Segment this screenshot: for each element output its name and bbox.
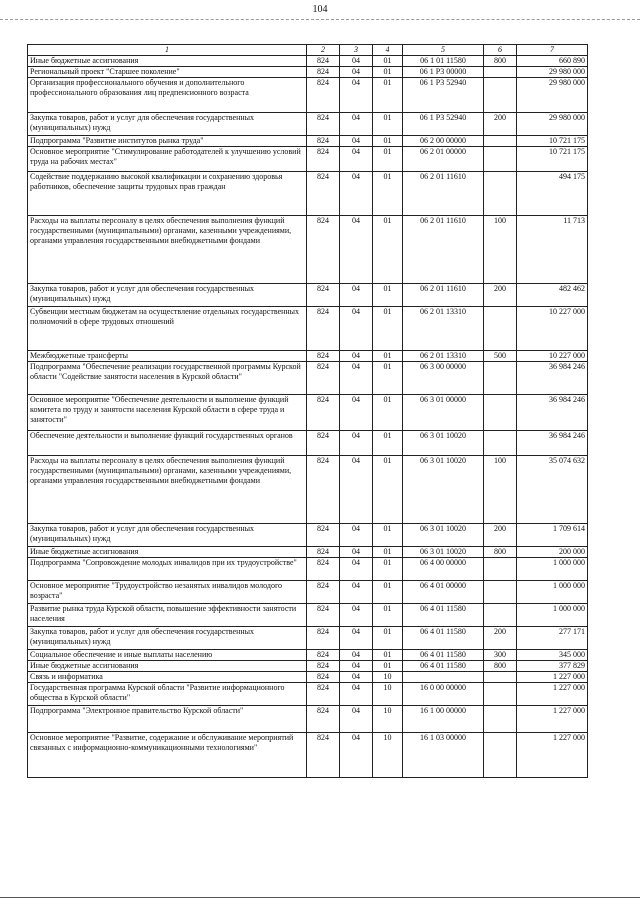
row-code-cell-4: 01 <box>373 56 403 67</box>
row-name-cell: Закупка товаров, работ и услуг для обеспечения государственных (муниципальных) нужд <box>28 627 307 650</box>
table-row <box>28 351 588 362</box>
table-row <box>28 147 588 172</box>
row-code-cell-7: 1 227 000 <box>517 733 588 778</box>
row-code-cell-2: 824 <box>307 547 340 558</box>
row-name-cell: Социальное обеспечение и иные выплаты населению <box>28 650 307 661</box>
row-code-cell-6 <box>484 683 517 706</box>
row-code-cell-3: 04 <box>340 733 373 778</box>
row-code-cell-4: 01 <box>373 307 403 351</box>
row-code-cell-5: 16 0 00 00000 <box>403 683 484 706</box>
row-code-cell-5: 06 3 01 10020 <box>403 524 484 547</box>
row-name-cell: Закупка товаров, работ и услуг для обеспечения государственных (муниципальных) нужд <box>28 284 307 307</box>
row-name-cell: Расходы на выплаты персоналу в целях обеспечения выполнения функций государственными (муниципальными) органами, казенными учреждениями, органами управления государственными внебюджетными фондами <box>28 456 307 524</box>
row-code-cell-7: 660 890 <box>517 56 588 67</box>
row-code-cell-6 <box>484 307 517 351</box>
row-code-cell-7: 377 829 <box>517 661 588 672</box>
row-code-cell-3: 04 <box>340 395 373 431</box>
header-row <box>28 45 588 56</box>
row-code-cell-7: 1 000 000 <box>517 558 588 581</box>
row-code-cell-2: 824 <box>307 661 340 672</box>
row-code-cell-3: 04 <box>340 216 373 284</box>
row-code-cell-4: 01 <box>373 456 403 524</box>
row-code-cell-6 <box>484 604 517 627</box>
table-row <box>28 547 588 558</box>
row-code-cell-3: 04 <box>340 524 373 547</box>
row-code-cell-6: 300 <box>484 650 517 661</box>
row-code-cell-7: 1 000 000 <box>517 581 588 604</box>
row-code-cell-7: 29 980 000 <box>517 67 588 78</box>
row-code-cell-5: 06 4 01 11580 <box>403 604 484 627</box>
row-name-cell: Государственная программа Курской области "Развитие информационного общества в Курской области" <box>28 683 307 706</box>
row-code-cell-5: 16 1 00 00000 <box>403 706 484 733</box>
row-code-cell-5: 06 1 P3 00000 <box>403 67 484 78</box>
row-code-cell-2: 824 <box>307 362 340 395</box>
row-code-cell-2: 824 <box>307 683 340 706</box>
row-code-cell-6: 100 <box>484 456 517 524</box>
header-cell-4: 4 <box>373 45 403 56</box>
row-name-cell: Основное мероприятие "Стимулирование работодателей к улучшению условий труда на рабочих местах" <box>28 147 307 172</box>
row-code-cell-5: 06 3 01 10020 <box>403 456 484 524</box>
row-code-cell-7: 10 227 000 <box>517 307 588 351</box>
row-code-cell-6 <box>484 172 517 216</box>
row-code-cell-4: 01 <box>373 362 403 395</box>
row-code-cell-3: 04 <box>340 604 373 627</box>
table-row <box>28 581 588 604</box>
row-code-cell-4: 01 <box>373 547 403 558</box>
row-code-cell-4: 01 <box>373 558 403 581</box>
table-row <box>28 78 588 113</box>
row-code-cell-3: 04 <box>340 672 373 683</box>
row-code-cell-4: 01 <box>373 431 403 456</box>
row-code-cell-3: 04 <box>340 172 373 216</box>
row-name-cell: Основное мероприятие "Трудоустройство незанятых инвалидов молодого возраста" <box>28 581 307 604</box>
row-code-cell-5: 06 3 01 00000 <box>403 395 484 431</box>
row-code-cell-4: 01 <box>373 136 403 147</box>
row-code-cell-7: 1 227 000 <box>517 706 588 733</box>
row-code-cell-6 <box>484 733 517 778</box>
table-row <box>28 431 588 456</box>
row-code-cell-7: 29 980 000 <box>517 78 588 113</box>
bottom-edge-rule <box>0 897 640 898</box>
row-code-cell-3: 04 <box>340 650 373 661</box>
row-code-cell-2: 824 <box>307 172 340 216</box>
row-code-cell-6 <box>484 581 517 604</box>
row-code-cell-3: 04 <box>340 67 373 78</box>
header-cell-7: 7 <box>517 45 588 56</box>
row-code-cell-7: 11 713 <box>517 216 588 284</box>
row-code-cell-4: 01 <box>373 216 403 284</box>
header-cell-6: 6 <box>484 45 517 56</box>
row-code-cell-3: 04 <box>340 56 373 67</box>
row-code-cell-3: 04 <box>340 113 373 136</box>
table-row <box>28 56 588 67</box>
row-code-cell-4: 10 <box>373 706 403 733</box>
table-row <box>28 733 588 778</box>
row-code-cell-5: 06 4 00 00000 <box>403 558 484 581</box>
row-code-cell-3: 04 <box>340 307 373 351</box>
row-code-cell-5: 16 1 03 00000 <box>403 733 484 778</box>
row-code-cell-6 <box>484 136 517 147</box>
row-code-cell-2: 824 <box>307 78 340 113</box>
row-code-cell-7: 35 074 632 <box>517 456 588 524</box>
table-row <box>28 67 588 78</box>
row-code-cell-3: 04 <box>340 362 373 395</box>
row-code-cell-3: 04 <box>340 581 373 604</box>
row-code-cell-3: 04 <box>340 456 373 524</box>
row-code-cell-7: 10 721 175 <box>517 147 588 172</box>
row-code-cell-2: 824 <box>307 581 340 604</box>
row-code-cell-2: 824 <box>307 147 340 172</box>
row-code-cell-6: 800 <box>484 56 517 67</box>
row-code-cell-7: 1 227 000 <box>517 672 588 683</box>
row-code-cell-5: 06 2 01 11610 <box>403 284 484 307</box>
table-row <box>28 136 588 147</box>
row-code-cell-5: 06 2 01 11610 <box>403 216 484 284</box>
row-code-cell-7: 10 227 000 <box>517 351 588 362</box>
row-name-cell: Подпрограмма "Развитие институтов рынка труда" <box>28 136 307 147</box>
row-code-cell-7: 1 709 614 <box>517 524 588 547</box>
table-body <box>28 56 588 778</box>
row-code-cell-6 <box>484 558 517 581</box>
row-code-cell-3: 04 <box>340 558 373 581</box>
table-row <box>28 395 588 431</box>
table-row <box>28 172 588 216</box>
table-row <box>28 216 588 284</box>
row-code-cell-6 <box>484 672 517 683</box>
row-name-cell: Подпрограмма "Сопровождение молодых инвалидов при их трудоустройстве" <box>28 558 307 581</box>
table-row <box>28 650 588 661</box>
table-row <box>28 456 588 524</box>
row-code-cell-4: 10 <box>373 733 403 778</box>
row-code-cell-4: 01 <box>373 172 403 216</box>
row-code-cell-6 <box>484 147 517 172</box>
row-code-cell-6 <box>484 706 517 733</box>
row-code-cell-6 <box>484 395 517 431</box>
row-name-cell: Закупка товаров, работ и услуг для обеспечения государственных (муниципальных) нужд <box>28 113 307 136</box>
row-code-cell-2: 824 <box>307 604 340 627</box>
row-code-cell-2: 824 <box>307 216 340 284</box>
row-code-cell-2: 824 <box>307 558 340 581</box>
table-row <box>28 706 588 733</box>
row-code-cell-6 <box>484 67 517 78</box>
row-code-cell-6: 100 <box>484 216 517 284</box>
table-row <box>28 307 588 351</box>
row-code-cell-5: 06 1 01 11580 <box>403 56 484 67</box>
row-code-cell-6: 200 <box>484 524 517 547</box>
row-code-cell-7: 36 984 246 <box>517 362 588 395</box>
row-code-cell-6 <box>484 362 517 395</box>
table-row <box>28 558 588 581</box>
row-code-cell-3: 04 <box>340 683 373 706</box>
row-code-cell-3: 04 <box>340 351 373 362</box>
row-code-cell-5: 06 2 01 13310 <box>403 351 484 362</box>
row-name-cell: Субвенции местным бюджетам на осуществление отдельных государственных полномочий в сфере трудовых отношений <box>28 307 307 351</box>
row-code-cell-5: 06 2 00 00000 <box>403 136 484 147</box>
row-name-cell: Подпрограмма "Электронное правительство Курской области" <box>28 706 307 733</box>
table-row <box>28 284 588 307</box>
row-name-cell: Иные бюджетные ассигнования <box>28 661 307 672</box>
row-code-cell-4: 10 <box>373 672 403 683</box>
row-code-cell-7: 10 721 175 <box>517 136 588 147</box>
table-row <box>28 113 588 136</box>
row-name-cell: Подпрограмма "Обеспечение реализации государственной программы Курской области "Содействие занятости населения в Курской области" <box>28 362 307 395</box>
row-code-cell-3: 04 <box>340 284 373 307</box>
row-name-cell: Иные бюджетные ассигнования <box>28 547 307 558</box>
row-code-cell-6 <box>484 431 517 456</box>
row-code-cell-4: 01 <box>373 524 403 547</box>
row-code-cell-7: 29 980 000 <box>517 113 588 136</box>
row-code-cell-3: 04 <box>340 627 373 650</box>
row-code-cell-4: 01 <box>373 113 403 136</box>
row-code-cell-2: 824 <box>307 56 340 67</box>
page-number: 104 <box>312 4 328 15</box>
row-code-cell-2: 824 <box>307 672 340 683</box>
row-name-cell: Иные бюджетные ассигнования <box>28 56 307 67</box>
row-code-cell-7: 1 000 000 <box>517 604 588 627</box>
row-code-cell-5: 06 2 01 00000 <box>403 147 484 172</box>
row-code-cell-2: 824 <box>307 524 340 547</box>
row-name-cell: Связь и информатика <box>28 672 307 683</box>
row-name-cell: Основное мероприятие "Развитие, содержание и обслуживание мероприятий связанных с информационно-коммуникационными технологиями" <box>28 733 307 778</box>
row-code-cell-6: 200 <box>484 284 517 307</box>
row-code-cell-2: 824 <box>307 113 340 136</box>
row-code-cell-4: 01 <box>373 67 403 78</box>
row-code-cell-2: 824 <box>307 67 340 78</box>
row-code-cell-3: 04 <box>340 147 373 172</box>
row-code-cell-6: 200 <box>484 113 517 136</box>
row-code-cell-2: 824 <box>307 650 340 661</box>
row-code-cell-5: 06 1 P3 52940 <box>403 78 484 113</box>
header-cell-2: 2 <box>307 45 340 56</box>
header-cell-5: 5 <box>403 45 484 56</box>
row-code-cell-3: 04 <box>340 661 373 672</box>
row-name-cell: Региональный проект "Старшее поколение" <box>28 67 307 78</box>
row-code-cell-2: 824 <box>307 706 340 733</box>
row-code-cell-4: 01 <box>373 650 403 661</box>
table-row <box>28 604 588 627</box>
row-code-cell-2: 824 <box>307 284 340 307</box>
row-code-cell-7: 494 175 <box>517 172 588 216</box>
row-code-cell-6: 500 <box>484 351 517 362</box>
table-row <box>28 627 588 650</box>
row-code-cell-5 <box>403 672 484 683</box>
row-code-cell-7: 36 984 246 <box>517 431 588 456</box>
row-code-cell-4: 01 <box>373 627 403 650</box>
row-code-cell-5: 06 4 01 11580 <box>403 627 484 650</box>
table-row <box>28 683 588 706</box>
row-code-cell-6: 800 <box>484 547 517 558</box>
row-code-cell-4: 01 <box>373 604 403 627</box>
row-code-cell-2: 824 <box>307 351 340 362</box>
row-name-cell: Развитие рынка труда Курской области, повышение эффективности занятости населения <box>28 604 307 627</box>
row-code-cell-7: 482 462 <box>517 284 588 307</box>
row-name-cell: Межбюджетные трансферты <box>28 351 307 362</box>
row-code-cell-3: 04 <box>340 547 373 558</box>
row-code-cell-5: 06 4 01 00000 <box>403 581 484 604</box>
table-row <box>28 362 588 395</box>
row-code-cell-3: 04 <box>340 78 373 113</box>
row-name-cell: Обеспечение деятельности и выполнение функций государственных органов <box>28 431 307 456</box>
row-name-cell: Организация профессионального обучения и дополнительного профессионального образования лиц предпенсионного возраста <box>28 78 307 113</box>
table-row <box>28 661 588 672</box>
row-code-cell-2: 824 <box>307 733 340 778</box>
row-code-cell-2: 824 <box>307 456 340 524</box>
row-code-cell-2: 824 <box>307 395 340 431</box>
row-name-cell: Расходы на выплаты персоналу в целях обеспечения выполнения функций государственными (муниципальными) органами, казенными учреждениями, органами управления государственными внебюджетными фондами <box>28 216 307 284</box>
row-code-cell-7: 200 000 <box>517 547 588 558</box>
row-code-cell-6 <box>484 78 517 113</box>
row-code-cell-4: 01 <box>373 147 403 172</box>
row-code-cell-4: 01 <box>373 78 403 113</box>
table-row <box>28 524 588 547</box>
header-cell-3: 3 <box>340 45 373 56</box>
top-edge-rule <box>0 19 640 20</box>
row-code-cell-3: 04 <box>340 431 373 456</box>
row-code-cell-4: 01 <box>373 395 403 431</box>
row-code-cell-6: 200 <box>484 627 517 650</box>
row-code-cell-4: 10 <box>373 683 403 706</box>
row-code-cell-6: 800 <box>484 661 517 672</box>
row-name-cell: Закупка товаров, работ и услуг для обеспечения государственных (муниципальных) нужд <box>28 524 307 547</box>
row-code-cell-7: 1 227 000 <box>517 683 588 706</box>
row-code-cell-5: 06 2 01 13310 <box>403 307 484 351</box>
row-code-cell-5: 06 3 01 10020 <box>403 431 484 456</box>
row-code-cell-3: 04 <box>340 706 373 733</box>
table-row <box>28 672 588 683</box>
row-name-cell: Основное мероприятие "Обеспечение деятельности и выполнение функций комитета по труду и занятости населения Курской области в сфере труда и занятости" <box>28 395 307 431</box>
row-code-cell-5: 06 3 01 10020 <box>403 547 484 558</box>
row-code-cell-4: 01 <box>373 284 403 307</box>
row-code-cell-2: 824 <box>307 136 340 147</box>
row-name-cell: Содействие поддержанию высокой квалификации и сохранению здоровья работников, обеспечение защиты трудовых прав граждан <box>28 172 307 216</box>
row-code-cell-4: 01 <box>373 661 403 672</box>
row-code-cell-5: 06 2 01 11610 <box>403 172 484 216</box>
budget-table <box>27 44 588 778</box>
row-code-cell-7: 345 000 <box>517 650 588 661</box>
row-code-cell-7: 277 171 <box>517 627 588 650</box>
row-code-cell-5: 06 4 01 11580 <box>403 661 484 672</box>
header-cell-1: 1 <box>28 45 307 56</box>
row-code-cell-2: 824 <box>307 431 340 456</box>
row-code-cell-3: 04 <box>340 136 373 147</box>
row-code-cell-5: 06 3 00 00000 <box>403 362 484 395</box>
row-code-cell-2: 824 <box>307 627 340 650</box>
row-code-cell-5: 06 4 01 11580 <box>403 650 484 661</box>
row-code-cell-5: 06 1 P3 52940 <box>403 113 484 136</box>
row-code-cell-4: 01 <box>373 581 403 604</box>
row-code-cell-2: 824 <box>307 307 340 351</box>
row-code-cell-4: 01 <box>373 351 403 362</box>
row-code-cell-7: 36 984 246 <box>517 395 588 431</box>
